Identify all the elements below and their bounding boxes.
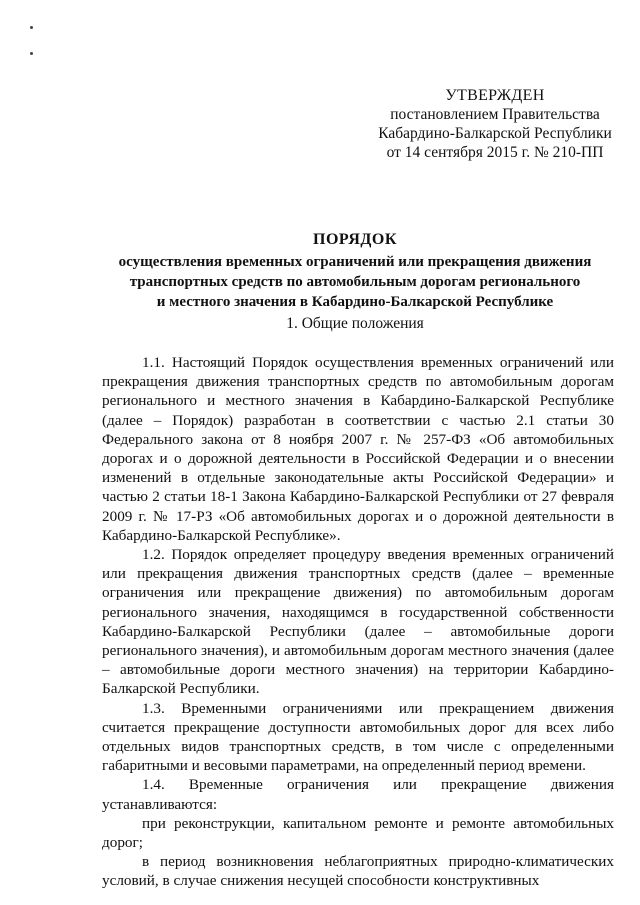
scan-speck xyxy=(30,26,33,29)
paragraph: 1.2. Порядок определяет процедуру введения временных ограничений или прекращения движения транспортных средств (далее – временные ограничения или прекращение движения) по автомобильным дорогам регионального значения, находящимся в государственной собственности Кабардино-Балкарской Республики (далее – автомобильные дороги регионального значения), и автомобильным дорогам местного значения (далее – автомобильные дороги местного значения) на территории Кабардино-Балкарской Республики. xyxy=(102,546,614,698)
approval-line: от 14 сентября 2015 г. № 210-ПП xyxy=(386,144,604,161)
document-subtitle: транспортных средств по автомобильным дорогам регионального xyxy=(129,274,581,290)
document-title: ПОРЯДОК xyxy=(313,231,397,248)
paragraph: 1.4. Временные ограничения или прекращение движения устанавливаются: xyxy=(102,776,614,813)
document-body xyxy=(102,353,614,891)
approval-line: постановлением Правительства xyxy=(390,106,600,123)
scan-speck xyxy=(30,52,33,55)
approval-line: Кабардино-Балкарской Республики xyxy=(378,125,612,142)
paragraph: в период возникновения неблагоприятных природно-климатических условий, в случае снижения несущей способности конструктивных xyxy=(102,853,614,890)
approval-title: УТВЕРЖДЕН xyxy=(445,87,545,104)
section-title: 1. Общие положения xyxy=(286,315,424,332)
document-heading xyxy=(95,230,615,312)
paragraph: при реконструкции, капитальном ремонте и ремонте автомобильных дорог; xyxy=(102,814,614,852)
paragraph: 1.3. Временными ограничениями или прекращением движения считается прекращение доступности автомобильных дорог для всех либо отдельных видов транспортных средств, в том числе с определенными габаритными и весовыми параметрами, на определенный период времени. xyxy=(102,699,614,775)
paragraph: 1.1. Настоящий Порядок осуществления временных ограничений или прекращения движения транспортных средств по автомобильным дорогам регионального и местного значения в Кабардино-Балкарской Республике (далее – Порядок) разработан в соответствии с частью 2.1 статьи 30 Федерального закона от 8 ноября 2007 г. № 257-ФЗ «Об автомобильных дорогах и о дорожной деятельности в Российской Федерации и о внесении изменений в отдельные законодательные акты Российской Федерации» и частью 2 статьи 18-1 Закона Кабардино-Балкарской Республики от 27 февраля 2009 г. № 17-РЗ «Об автомобильных дорогах и о дорожной деятельности в Кабардино-Балкарской Республике». xyxy=(102,354,614,544)
document-subtitle: и местного значения в Кабардино-Балкарской Республике xyxy=(156,294,554,310)
document-subtitle: осуществления временных ограничений или прекращения движения xyxy=(118,254,592,270)
approval-stamp-block xyxy=(365,86,625,162)
